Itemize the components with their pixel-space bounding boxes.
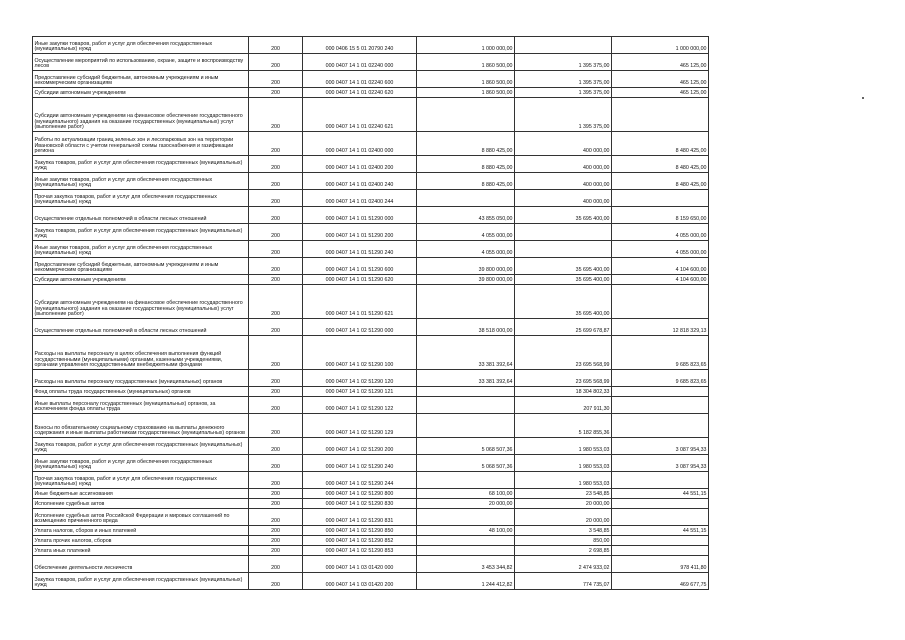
row-unexecuted-amount-cell: [612, 190, 709, 207]
row-unexecuted-amount-cell: [612, 285, 709, 319]
row-group-code-cell: 200: [249, 546, 303, 556]
row-name-cell: Уплата налогов, сборов и иных платежей: [33, 526, 249, 536]
row-approved-amount-cell: 1 860 500,00: [417, 88, 515, 98]
row-approved-amount-cell: [417, 414, 515, 438]
row-group-code-cell: 200: [249, 489, 303, 499]
row-executed-amount-cell: 5 182 855,36: [515, 414, 612, 438]
row-approved-amount-cell: 20 000,00: [417, 499, 515, 509]
table-body: [33, 37, 709, 590]
row-classification-code-cell: 000 0407 14 1 01 51290 620: [303, 275, 417, 285]
row-executed-amount-cell: 2 474 933,02: [515, 556, 612, 573]
row-unexecuted-amount-cell: 8 480 425,00: [612, 156, 709, 173]
row-approved-amount-cell: 1 000 000,00: [417, 37, 515, 54]
row-executed-amount-cell: 35 695 400,00: [515, 285, 612, 319]
row-name-cell: Расходы на выплаты персоналу в целях обеспечения выполнения функций государственными (муниципальными) органами, казенными учреждениями, органами управления государственными внебюджетными фондами: [33, 336, 249, 370]
row-executed-amount-cell: 400 000,00: [515, 156, 612, 173]
row-executed-amount-cell: 1 395 375,00: [515, 54, 612, 71]
row-classification-code-cell: 000 0407 14 1 01 02240 620: [303, 88, 417, 98]
row-classification-code-cell: 000 0407 14 1 01 02400 240: [303, 173, 417, 190]
row-classification-code-cell: 000 0407 14 1 02 51290 100: [303, 336, 417, 370]
row-group-code-cell: 200: [249, 190, 303, 207]
row-group-code-cell: 200: [249, 224, 303, 241]
row-name-cell: Осуществление отдельных полномочий в области лесных отношений: [33, 319, 249, 336]
row-unexecuted-amount-cell: 4 104 600,00: [612, 275, 709, 285]
table-row: [33, 370, 709, 387]
row-approved-amount-cell: 39 800 000,00: [417, 258, 515, 275]
table-row: [33, 509, 709, 526]
row-executed-amount-cell: [515, 37, 612, 54]
row-name-cell: Закупка товаров, работ и услуг для обеспечения государственных (муниципальных) нужд: [33, 224, 249, 241]
row-classification-code-cell: 000 0407 14 1 01 51290 600: [303, 258, 417, 275]
row-executed-amount-cell: 400 000,00: [515, 132, 612, 156]
row-unexecuted-amount-cell: [612, 397, 709, 414]
row-executed-amount-cell: 20 000,00: [515, 509, 612, 526]
row-name-cell: Уплата прочих налогов, сборов: [33, 536, 249, 546]
row-name-cell: Уплата иных платежей: [33, 546, 249, 556]
row-classification-code-cell: 000 0407 14 1 02 51290 830: [303, 499, 417, 509]
row-classification-code-cell: 000 0407 14 1 02 51290 200: [303, 438, 417, 455]
row-unexecuted-amount-cell: 8 480 425,00: [612, 173, 709, 190]
row-group-code-cell: 200: [249, 438, 303, 455]
row-unexecuted-amount-cell: 8 159 650,00: [612, 207, 709, 224]
row-group-code-cell: 200: [249, 397, 303, 414]
row-approved-amount-cell: 1 860 500,00: [417, 54, 515, 71]
row-name-cell: Иные выплаты персоналу государственных (муниципальных) органов, за исключением фонда оплаты труда: [33, 397, 249, 414]
row-approved-amount-cell: [417, 98, 515, 132]
row-unexecuted-amount-cell: 8 480 425,00: [612, 132, 709, 156]
row-approved-amount-cell: [417, 397, 515, 414]
row-executed-amount-cell: 1 395 375,00: [515, 98, 612, 132]
row-classification-code-cell: 000 0407 14 1 01 51290 621: [303, 285, 417, 319]
row-approved-amount-cell: 1 244 412,82: [417, 573, 515, 590]
row-group-code-cell: 200: [249, 71, 303, 88]
row-group-code-cell: 200: [249, 54, 303, 71]
row-group-code-cell: 200: [249, 207, 303, 224]
row-executed-amount-cell: 18 304 802,33: [515, 387, 612, 397]
row-name-cell: Закупка товаров, работ и услуг для обеспечения государственных (муниципальных) нужд: [33, 438, 249, 455]
row-name-cell: Закупка товаров, работ и услуг для обеспечения государственных (муниципальных) нужд: [33, 573, 249, 590]
row-classification-code-cell: 000 0407 14 1 01 02240 000: [303, 54, 417, 71]
row-approved-amount-cell: [417, 509, 515, 526]
row-classification-code-cell: 000 0407 14 1 01 02240 600: [303, 71, 417, 88]
row-unexecuted-amount-cell: 469 677,75: [612, 573, 709, 590]
row-approved-amount-cell: 5 068 507,36: [417, 455, 515, 472]
row-unexecuted-amount-cell: 9 685 823,65: [612, 336, 709, 370]
row-group-code-cell: 200: [249, 88, 303, 98]
row-unexecuted-amount-cell: [612, 509, 709, 526]
row-unexecuted-amount-cell: 465 125,00: [612, 88, 709, 98]
row-name-cell: Субсидии автономным учреждениям на финансовое обеспечение государственного (муниципального) задания на оказание государственных (муниципальных) услуг (выполнение работ): [33, 98, 249, 132]
table-row: [33, 536, 709, 546]
row-approved-amount-cell: 4 055 000,00: [417, 224, 515, 241]
table-row: [33, 54, 709, 71]
budget-execution-table: [32, 36, 709, 590]
row-approved-amount-cell: [417, 285, 515, 319]
row-unexecuted-amount-cell: [612, 536, 709, 546]
row-group-code-cell: 200: [249, 37, 303, 54]
row-approved-amount-cell: 8 880 425,00: [417, 173, 515, 190]
row-classification-code-cell: 000 0407 14 1 02 51290 122: [303, 397, 417, 414]
row-executed-amount-cell: 23 695 568,99: [515, 336, 612, 370]
row-approved-amount-cell: 33 381 392,64: [417, 370, 515, 387]
row-executed-amount-cell: 35 695 400,00: [515, 207, 612, 224]
row-approved-amount-cell: 38 518 000,00: [417, 319, 515, 336]
row-group-code-cell: 200: [249, 275, 303, 285]
row-group-code-cell: 200: [249, 156, 303, 173]
row-classification-code-cell: 000 0407 14 1 02 51290 129: [303, 414, 417, 438]
row-executed-amount-cell: 3 548,85: [515, 526, 612, 536]
row-approved-amount-cell: 48 100,00: [417, 526, 515, 536]
table-row: [33, 546, 709, 556]
row-executed-amount-cell: 1 395 375,00: [515, 71, 612, 88]
row-classification-code-cell: 000 0407 14 1 03 01420 200: [303, 573, 417, 590]
row-classification-code-cell: 000 0407 14 1 01 02400 244: [303, 190, 417, 207]
row-group-code-cell: 200: [249, 132, 303, 156]
row-name-cell: Прочая закупка товаров, работ и услуг для обеспечения государственных (муниципальных) нужд: [33, 472, 249, 489]
row-name-cell: Взносы по обязательному социальному страхованию на выплаты денежного содержания и иные выплаты работникам государственных (муниципальных) органов: [33, 414, 249, 438]
row-name-cell: Исполнение судебных актов Российской Федерации и мировых соглашений по возмещению причиненного вреда: [33, 509, 249, 526]
row-name-cell: Иные закупки товаров, работ и услуг для обеспечения государственных (муниципальных) нужд: [33, 173, 249, 190]
row-unexecuted-amount-cell: [612, 98, 709, 132]
row-approved-amount-cell: 39 800 000,00: [417, 275, 515, 285]
row-executed-amount-cell: 25 699 678,87: [515, 319, 612, 336]
row-executed-amount-cell: 400 000,00: [515, 173, 612, 190]
row-approved-amount-cell: [417, 190, 515, 207]
row-unexecuted-amount-cell: [612, 387, 709, 397]
row-executed-amount-cell: 2 698,85: [515, 546, 612, 556]
table-row: [33, 499, 709, 509]
row-name-cell: Исполнение судебных актов: [33, 499, 249, 509]
row-group-code-cell: 200: [249, 370, 303, 387]
row-group-code-cell: 200: [249, 573, 303, 590]
row-classification-code-cell: 000 0407 14 1 02 51290 240: [303, 455, 417, 472]
row-name-cell: Предоставление субсидий бюджетным, автономным учреждениям и иным некоммерческим организациям: [33, 258, 249, 275]
row-approved-amount-cell: 5 068 507,36: [417, 438, 515, 455]
row-unexecuted-amount-cell: [612, 414, 709, 438]
row-approved-amount-cell: 43 855 050,00: [417, 207, 515, 224]
row-approved-amount-cell: [417, 472, 515, 489]
row-name-cell: Фонд оплаты труда государственных (муниципальных) органов: [33, 387, 249, 397]
row-unexecuted-amount-cell: 1 000 000,00: [612, 37, 709, 54]
row-classification-code-cell: 000 0407 14 1 02 51290 852: [303, 536, 417, 546]
row-classification-code-cell: 000 0407 14 1 01 02400 000: [303, 132, 417, 156]
row-group-code-cell: 200: [249, 241, 303, 258]
table-row: [33, 241, 709, 258]
row-unexecuted-amount-cell: 3 087 954,33: [612, 455, 709, 472]
row-group-code-cell: 200: [249, 556, 303, 573]
row-executed-amount-cell: 1 980 553,03: [515, 472, 612, 489]
row-group-code-cell: 200: [249, 526, 303, 536]
row-group-code-cell: 200: [249, 499, 303, 509]
row-classification-code-cell: 000 0407 14 1 02 51290 000: [303, 319, 417, 336]
table-row: [33, 275, 709, 285]
table-row: [33, 224, 709, 241]
row-executed-amount-cell: 207 911,30: [515, 397, 612, 414]
table-row: [33, 414, 709, 438]
table-row: [33, 556, 709, 573]
row-executed-amount-cell: 400 000,00: [515, 190, 612, 207]
row-group-code-cell: 200: [249, 414, 303, 438]
row-approved-amount-cell: [417, 546, 515, 556]
row-unexecuted-amount-cell: [612, 546, 709, 556]
table-row: [33, 526, 709, 536]
row-classification-code-cell: 000 0406 15 5 01 20790 240: [303, 37, 417, 54]
row-classification-code-cell: 000 0407 14 1 01 51290 240: [303, 241, 417, 258]
table-row: [33, 455, 709, 472]
row-approved-amount-cell: 8 880 425,00: [417, 156, 515, 173]
table-row: [33, 489, 709, 499]
row-classification-code-cell: 000 0407 14 1 02 51290 831: [303, 509, 417, 526]
row-name-cell: Иные закупки товаров, работ и услуг для обеспечения государственных (муниципальных) нужд: [33, 241, 249, 258]
row-classification-code-cell: 000 0407 14 1 02 51290 244: [303, 472, 417, 489]
row-executed-amount-cell: [515, 224, 612, 241]
row-name-cell: Обеспечение деятельности лесничеств: [33, 556, 249, 573]
table-row: [33, 37, 709, 54]
row-unexecuted-amount-cell: 465 125,00: [612, 54, 709, 71]
table-row: [33, 88, 709, 98]
row-classification-code-cell: 000 0407 14 1 02 51290 850: [303, 526, 417, 536]
row-classification-code-cell: 000 0407 14 1 02 51290 800: [303, 489, 417, 499]
table-row: [33, 319, 709, 336]
row-name-cell: Осуществление отдельных полномочий в области лесных отношений: [33, 207, 249, 224]
row-unexecuted-amount-cell: 44 551,15: [612, 526, 709, 536]
row-unexecuted-amount-cell: 978 411,80: [612, 556, 709, 573]
row-approved-amount-cell: 68 100,00: [417, 489, 515, 499]
row-name-cell: Иные закупки товаров, работ и услуг для обеспечения государственных (муниципальных) нужд: [33, 455, 249, 472]
row-group-code-cell: 200: [249, 98, 303, 132]
row-executed-amount-cell: 1 395 375,00: [515, 88, 612, 98]
row-executed-amount-cell: 850,00: [515, 536, 612, 546]
row-classification-code-cell: 000 0407 14 1 01 02240 621: [303, 98, 417, 132]
row-classification-code-cell: 000 0407 14 1 02 51290 121: [303, 387, 417, 397]
table-row: [33, 156, 709, 173]
row-unexecuted-amount-cell: 3 087 954,33: [612, 438, 709, 455]
table-row: [33, 71, 709, 88]
row-unexecuted-amount-cell: [612, 499, 709, 509]
row-group-code-cell: 200: [249, 258, 303, 275]
row-unexecuted-amount-cell: 4 055 000,00: [612, 224, 709, 241]
row-classification-code-cell: 000 0407 14 1 01 02400 200: [303, 156, 417, 173]
table-row: [33, 336, 709, 370]
row-classification-code-cell: 000 0407 14 1 02 51290 120: [303, 370, 417, 387]
row-group-code-cell: 200: [249, 472, 303, 489]
row-executed-amount-cell: 35 695 400,00: [515, 275, 612, 285]
row-unexecuted-amount-cell: 4 104 600,00: [612, 258, 709, 275]
row-approved-amount-cell: 3 453 344,82: [417, 556, 515, 573]
row-approved-amount-cell: [417, 387, 515, 397]
row-name-cell: Работы по актуализации границ зеленых зон и лесопарковых зон на территории Ивановской области с учетом генеральной схемы газоснабжения и газификации региона: [33, 132, 249, 156]
row-name-cell: Иные закупки товаров, работ и услуг для обеспечения государственных (муниципальных) нужд: [33, 37, 249, 54]
table-row: [33, 387, 709, 397]
row-classification-code-cell: 000 0407 14 1 01 51290 000: [303, 207, 417, 224]
table-row: [33, 132, 709, 156]
row-unexecuted-amount-cell: 9 685 823,65: [612, 370, 709, 387]
table-row: [33, 207, 709, 224]
table-row: [33, 397, 709, 414]
row-unexecuted-amount-cell: [612, 472, 709, 489]
row-group-code-cell: 200: [249, 336, 303, 370]
row-approved-amount-cell: 1 860 500,00: [417, 71, 515, 88]
row-approved-amount-cell: [417, 536, 515, 546]
row-name-cell: Субсидии автономным учреждениям: [33, 88, 249, 98]
row-group-code-cell: 200: [249, 509, 303, 526]
report-sheet: [32, 36, 708, 590]
row-group-code-cell: 200: [249, 455, 303, 472]
table-row: [33, 258, 709, 275]
row-unexecuted-amount-cell: 465 125,00: [612, 71, 709, 88]
row-group-code-cell: 200: [249, 173, 303, 190]
row-classification-code-cell: 000 0407 14 1 01 51290 200: [303, 224, 417, 241]
row-executed-amount-cell: 774 735,07: [515, 573, 612, 590]
row-name-cell: Иные бюджетные ассигнования: [33, 489, 249, 499]
row-executed-amount-cell: 1 980 553,03: [515, 438, 612, 455]
table-row: [33, 190, 709, 207]
row-name-cell: Осуществление мероприятий по использованию, охране, защите и воспроизводству лесов: [33, 54, 249, 71]
table-row: [33, 173, 709, 190]
row-name-cell: Расходы на выплаты персоналу государственных (муниципальных) органов: [33, 370, 249, 387]
row-name-cell: Субсидии автономным учреждениям: [33, 275, 249, 285]
table-row: [33, 472, 709, 489]
row-executed-amount-cell: [515, 241, 612, 258]
row-approved-amount-cell: 33 381 392,64: [417, 336, 515, 370]
row-classification-code-cell: 000 0407 14 1 03 01420 000: [303, 556, 417, 573]
row-unexecuted-amount-cell: 44 551,15: [612, 489, 709, 499]
row-unexecuted-amount-cell: 4 055 000,00: [612, 241, 709, 258]
row-executed-amount-cell: 20 000,00: [515, 499, 612, 509]
row-approved-amount-cell: 8 880 425,00: [417, 132, 515, 156]
row-classification-code-cell: 000 0407 14 1 02 51290 853: [303, 546, 417, 556]
row-approved-amount-cell: 4 055 000,00: [417, 241, 515, 258]
row-executed-amount-cell: 23 548,85: [515, 489, 612, 499]
row-name-cell: Предоставление субсидий бюджетным, автономным учреждениям и иным некоммерческим организациям: [33, 71, 249, 88]
scan-speck: [862, 97, 864, 99]
table-row: [33, 98, 709, 132]
row-group-code-cell: 200: [249, 536, 303, 546]
row-name-cell: Закупка товаров, работ и услуг для обеспечения государственных (муниципальных) нужд: [33, 156, 249, 173]
table-row: [33, 573, 709, 590]
table-row: [33, 285, 709, 319]
row-group-code-cell: 200: [249, 387, 303, 397]
row-executed-amount-cell: 35 695 400,00: [515, 258, 612, 275]
row-name-cell: Прочая закупка товаров, работ и услуг для обеспечения государственных (муниципальных) нужд: [33, 190, 249, 207]
row-executed-amount-cell: 23 695 568,99: [515, 370, 612, 387]
row-executed-amount-cell: 1 980 553,03: [515, 455, 612, 472]
row-group-code-cell: 200: [249, 319, 303, 336]
table-row: [33, 438, 709, 455]
row-name-cell: Субсидии автономным учреждениям на финансовое обеспечение государственного (муниципального) задания на оказание государственных (муниципальных) услуг (выполнение работ): [33, 285, 249, 319]
row-unexecuted-amount-cell: 12 818 329,13: [612, 319, 709, 336]
row-group-code-cell: 200: [249, 285, 303, 319]
